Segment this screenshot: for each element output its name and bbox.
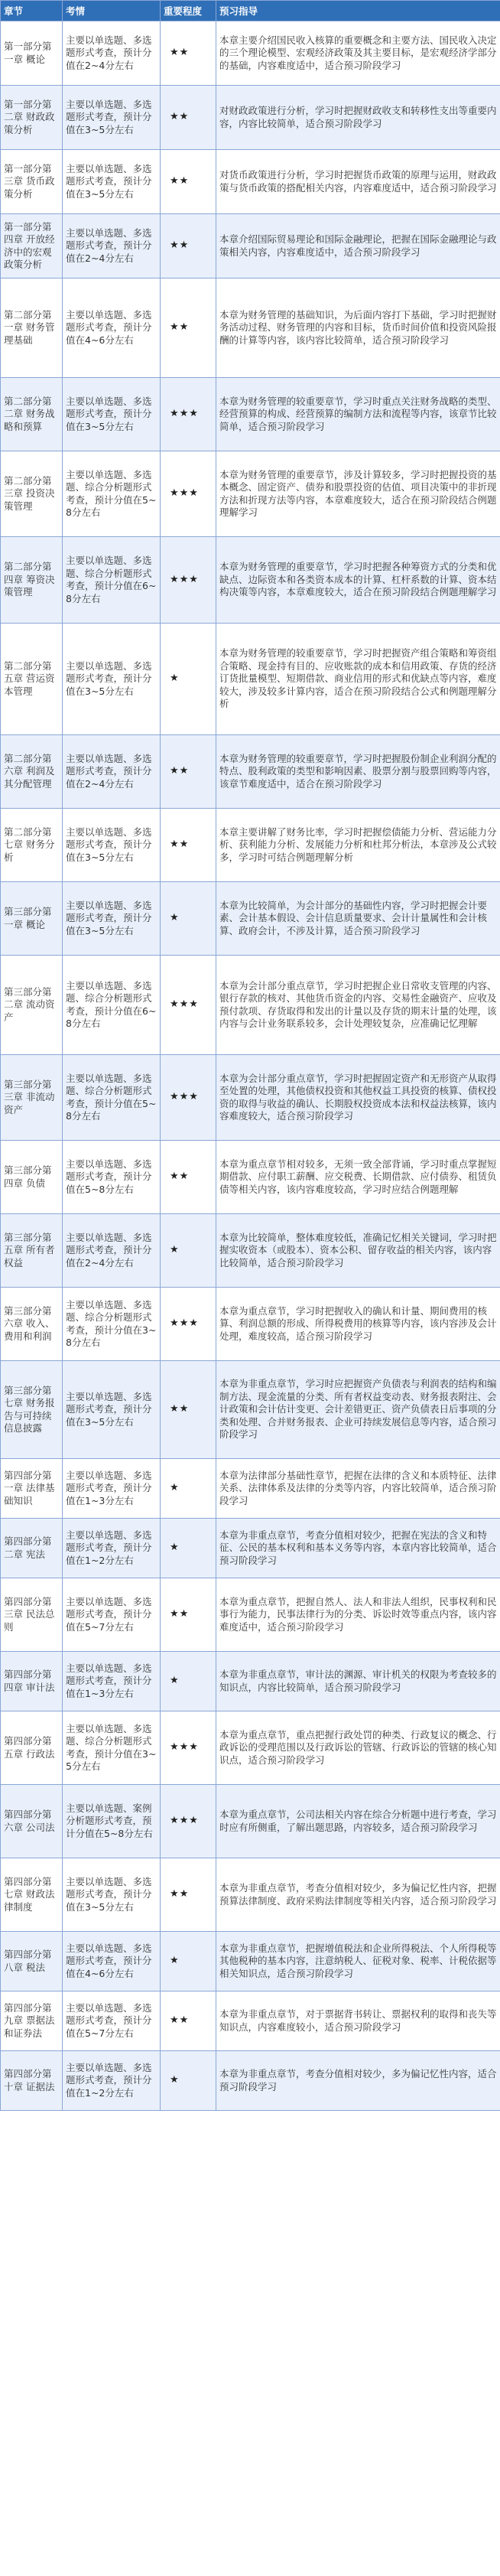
header-guide: 预习指导 [216,1,500,21]
chapter-cell: 第四部分第一章 法律基础知识 [1,1459,63,1519]
importance-stars: ★ [161,1459,216,1519]
table-row [1,1785,500,1858]
table-row [1,882,500,956]
importance-stars: ★★★ [161,1785,216,1858]
exam-cell: 主要以单选题、多选题形式考查，预计分值在5~8分左右 [63,1141,161,1214]
guide-cell: 本章为财务管理的较重要章节，学习时把握股份制企业利润分配的特点、股利政策的类型和影响因素、股票分割与股票回购等内容，该章节难度适中，适合在预习阶段学习 [216,735,500,809]
exam-cell: 主要以单选题、多选题形式考查，预计分值在3~5分左右 [63,150,161,214]
chapter-cell: 第二部分第六章 利润及其分配管理 [1,735,63,809]
importance-stars: ★★ [161,809,216,882]
guide-cell: 本章为会计部分重点章节，学习时把握固定资产和无形资产从取得至处置的处理，其他债权投资和其他权益工具投资的核算、债权投资的取得与收益的确认、长期股权投资成本法和权益法核算，该内容难度较大，适合预习阶段学习 [216,1055,500,1141]
table-row [1,21,500,86]
guide-cell: 本章为财务管理的重要章节，涉及计算较多，学习时把握投资的基本概念、固定资产、债券和股票投资的估值、项目决策中的非折现方法和折现方法等内容，本章难度较大，适合在预习阶段结合例题理解学习 [216,451,500,537]
importance-stars: ★ [161,1519,216,1578]
guide-cell: 本章为非重点章节，把握增值税法和企业所得税法、个人所得税等其他税种的基本内容，注意纳税人、征税对象、税率、计税依据等相关知识点，适合预习阶段学习 [216,1932,500,1991]
importance-stars: ★ [161,2051,216,2111]
table-row [1,1055,500,1141]
chapter-cell: 第二部分第七章 财务分析 [1,809,63,882]
exam-cell: 主要以单选题、多选题形式考查，预计分值在3~5分左右 [63,86,161,150]
table-body [1,21,500,2111]
header-chapter: 章节 [1,1,63,21]
table-row [1,624,500,735]
chapter-cell: 第四部分第六章 公司法 [1,1785,63,1858]
exam-cell: 主要以单选题、多选题形式考查，预计分值在3~5分左右 [63,1858,161,1932]
guide-cell: 本章为重点章节，重点把握行政处罚的种类、行政复议的概念、行政诉讼的受理范围以及行政诉讼的管辖、行政诉讼的管辖的核心知识点，适合预习阶段学习 [216,1711,500,1785]
chapter-cell: 第四部分第九章 票据法和证券法 [1,1991,63,2051]
guide-cell: 本章为财务管理的基础知识，为后面内容打下基础，学习时把握财务活动过程、财务管理的内容和目标，货币时间价值和投资风险报酬的计算等内容，该内容比较简单，适合预习阶段学习 [216,278,500,378]
chapter-cell: 第三部分第四章 负债 [1,1141,63,1214]
guide-cell: 本章为重点章节相对较多，无须一致全部背诵，学习时重点掌握短期借款、应付职工薪酬、应交税费、长期借款、应付债券、租赁负债等相关内容，该内容难度较高，学习时应结合例题理解 [216,1141,500,1214]
guide-cell: 对货币政策进行分析，学习时把握货币政策的原理与运用，财政政策与货币政策的搭配相关内容，内容难度适中，适合预习阶段学习 [216,150,500,214]
guide-cell: 本章为非重点章节，学习时应把握资产负债表与利润表的结构和编制方法、现金流量的分类、所有者权益变动表、财务报表附注、会计政策和会计估计变更、会计差错更正、资产负债表日后事项的分类和处理、合并财务报表、企业可持续发展信息等内容，适合预习阶段学习 [216,1361,500,1459]
guide-cell: 本章为非重点章节，考查分值相对较少，多为偏记忆性内容，适合预习阶段学习 [216,2051,500,2111]
guide-cell: 本章为财务管理的较重要章节，学习时把握资产组合策略和筹资组合策略、现金持有目的、应收账款的成本和信用政策、存货的经济订货批量模型、短期借款、商业信用的形式和优缺点等内容，难度较大，涉及较多计算内容，适合在预习阶段结合公式和例题理解分析 [216,624,500,735]
importance-stars: ★★ [161,735,216,809]
importance-stars: ★ [161,1932,216,1991]
importance-stars: ★ [161,624,216,735]
guide-cell: 本章主要介绍国民收入核算的重要概念和主要方法、国民收入决定的三个理论模型、宏观经济政策及其主要目标，是宏观经济学部分的基础，内容难度适中，适合预习阶段学习 [216,21,500,86]
chapter-cell: 第一部分第二章 财政政策分析 [1,86,63,150]
table-row [1,278,500,378]
exam-cell: 主要以单选题、多选题、综合分析题形式考查，预计分值在6~8分左右 [63,537,161,624]
chapter-cell: 第四部分第七章 财政法律制度 [1,1858,63,1932]
exam-cell: 主要以单选题、多选题形式考查，预计分值在4~6分左右 [63,278,161,378]
importance-stars: ★★ [161,21,216,86]
exam-cell: 主要以单选题、多选题形式考查，预计分值在3~5分左右 [63,882,161,956]
table-row [1,1141,500,1214]
exam-cell: 主要以单选题、多选题形式考查，预计分值在1~2分左右 [63,1519,161,1578]
importance-stars: ★★ [161,1991,216,2051]
header-importance: 重要程度 [161,1,216,21]
importance-stars: ★ [161,882,216,956]
importance-stars: ★★★ [161,956,216,1055]
table-row [1,1214,500,1288]
chapter-cell: 第三部分第三章 非流动资产 [1,1055,63,1141]
importance-stars: ★★★ [161,1711,216,1785]
importance-stars: ★ [161,1652,216,1711]
table-row [1,378,500,451]
table-row [1,735,500,809]
chapter-cell: 第三部分第二章 流动资产 [1,956,63,1055]
exam-cell: 主要以单选题、多选题形式考查，预计分值在2~4分左右 [63,21,161,86]
importance-stars: ★★★ [161,1055,216,1141]
importance-stars: ★★ [161,1141,216,1214]
importance-stars: ★★ [161,150,216,214]
guide-cell: 本章为比较简单，整体难度较低，准确记忆相关关键词，学习时把握实收资本（或股本）、资本公积、留存收益的相关内容，该内容比较简单，适合预习阶段学习 [216,1214,500,1288]
importance-stars: ★★ [161,86,216,150]
importance-stars: ★★ [161,1858,216,1932]
exam-cell: 主要以单选题、多选题、综合分析题形式考查，预计分值在5~8分左右 [63,451,161,537]
exam-cell: 主要以单选题、多选题形式考查，预计分值在1~3分左右 [63,1459,161,1519]
table-row [1,1459,500,1519]
table-row [1,1578,500,1652]
chapter-cell: 第一部分第一章 概论 [1,21,63,86]
guide-cell: 本章为财务管理的较重要章节，学习时重点关注财务战略的类型、经营预算的构成、经营预算的编制方法和流程等内容，该章节比较简单，适合预习阶段学习 [216,378,500,451]
exam-cell: 主要以单选题、多选题形式考查，预计分值在2~4分左右 [63,1214,161,1288]
exam-cell: 主要以单选题、多选题形式考查，预计分值在3~5分左右 [63,809,161,882]
exam-cell: 主要以单选题、多选题形式考查，预计分值在1~2分左右 [63,2051,161,2111]
chapter-cell: 第四部分第十章 证据法 [1,2051,63,2111]
importance-stars: ★ [161,1214,216,1288]
exam-cell: 主要以单选题、多选题、综合分析题形式考查，预计分值在6~8分左右 [63,956,161,1055]
guide-cell: 本章主要讲解了财务比率，学习时把握偿债能力分析、营运能力分析、获利能力分析、发展能力分析和杜邦分析法，本章涉及公式较多，学习时可结合例题理解分析 [216,809,500,882]
importance-stars: ★★ [161,1578,216,1652]
chapter-cell: 第四部分第五章 行政法 [1,1711,63,1785]
importance-stars: ★★ [161,1361,216,1459]
exam-cell: 主要以单选题、多选题、综合分析题形式考查，预计分值在3~5分左右 [63,1711,161,1785]
table-row [1,214,500,278]
importance-stars: ★★★ [161,451,216,537]
guide-cell: 本章为比较简单，为会计部分的基础性内容，学习时把握会计要素、会计基本假设、会计信息质量要求、会计计量属性和会计核算、政府会计，不涉及计算，适合预习阶段学习 [216,882,500,956]
exam-cell: 主要以单选题、多选题形式考查，预计分值在3~5分左右 [63,624,161,735]
guide-cell: 本章介绍国际贸易理论和国际金融理论，把握在国际金融理论与政策相关内容，内容难度适中，适合预习阶段学习 [216,214,500,278]
guide-cell: 本章为重点章节，把握自然人、法人和非法人组织，民事权利和民事行为能力，民事法律行为的分类、诉讼时效等重点内容，该内容难度适中，适合预习阶段学习 [216,1578,500,1652]
importance-stars: ★★ [161,214,216,278]
importance-stars: ★★★ [161,378,216,451]
exam-cell: 主要以单选题、案例分析题形式考查，预计分值在5~8分左右 [63,1785,161,1858]
table-row [1,451,500,537]
table-row [1,86,500,150]
chapter-cell: 第三部分第五章 所有者权益 [1,1214,63,1288]
table-row [1,956,500,1055]
table-row [1,1361,500,1459]
table-row [1,1519,500,1578]
guide-cell: 本章为财务管理的重要章节，学习时把握各种筹资方式的分类和优缺点、边际资本和各类资本成本的计算、杠杆系数的计算、资本结构决策等内容，本章难度较大，适合在预习阶段结合例题理解学习 [216,537,500,624]
exam-cell: 主要以单选题、多选题形式考查，预计分值在2~4分左右 [63,735,161,809]
guide-cell: 本章为重点章节，公司法相关内容在综合分析题中进行考查，学习时应有所侧重，了解出题思路，内容较多，适合预习阶段学习 [216,1785,500,1858]
chapter-cell: 第四部分第二章 宪法 [1,1519,63,1578]
importance-stars: ★★★ [161,1288,216,1361]
guide-cell: 本章为非重点章节，考查分值相对较少，多为偏记忆性内容，把握预算法律制度、政府采购法律制度等相关内容，适合预习阶段学习 [216,1858,500,1932]
chapter-cell: 第二部分第一章 财务管理基础 [1,278,63,378]
table-row [1,2051,500,2111]
chapter-cell: 第二部分第二章 财务战略和预算 [1,378,63,451]
guide-cell: 本章为法律部分基础性章节，把握在法律的含义和本质特征、法律关系、法律体系及法律的分类等内容，内容比较简单，适合预习阶段学习 [216,1459,500,1519]
exam-cell: 主要以单选题、多选题形式考查，预计分值在3~5分左右 [63,378,161,451]
chapter-cell: 第三部分第六章 收入、费用和利润 [1,1288,63,1361]
chapter-cell: 第四部分第三章 民法总则 [1,1578,63,1652]
chapter-cell: 第一部分第四章 开放经济中的宏观政策分析 [1,214,63,278]
exam-cell: 主要以单选题、多选题形式考查，预计分值在1~3分左右 [63,1652,161,1711]
table-row [1,1991,500,2051]
guide-cell: 本章为非重点章节，考查分值相对较少，把握在宪法的含义和特征、公民的基本权利和基本义务等内容，本章内容比较简单，适合预习阶段学习 [216,1519,500,1578]
header-exam: 考情 [63,1,161,21]
chapter-cell: 第三部分第七章 财务报告与可持续信息披露 [1,1361,63,1459]
exam-cell: 主要以单选题、多选题形式考查，预计分值在5~7分左右 [63,1991,161,2051]
table-row [1,1858,500,1932]
exam-cell: 主要以单选题、多选题形式考查，预计分值在3~5分左右 [63,1361,161,1459]
chapter-cell: 第三部分第一章 概论 [1,882,63,956]
chapter-cell: 第四部分第四章 审计法 [1,1652,63,1711]
guide-cell: 对财政政策进行分析，学习时把握财政收支和转移性支出等重要内容，内容比较简单，适合预习阶段学习 [216,86,500,150]
guide-cell: 本章为重点章节，学习时把握收入的确认和计量、期间费用的核算、利润总额的形成、所得税费用的核算等内容，该内容涉及会计处理，难度较高，适合预习阶段学习 [216,1288,500,1361]
table-row [1,1932,500,1991]
table-row [1,1652,500,1711]
chapter-cell: 第二部分第五章 营运资本管理 [1,624,63,735]
table-row [1,1288,500,1361]
table-row [1,150,500,214]
chapter-cell: 第二部分第三章 投资决策管理 [1,451,63,537]
exam-cell: 主要以单选题、多选题形式考查，预计分值在5~7分左右 [63,1578,161,1652]
exam-cell: 主要以单选题、多选题形式考查，预计分值在2~4分左右 [63,214,161,278]
importance-stars: ★★ [161,278,216,378]
importance-stars: ★★★ [161,537,216,624]
table-row [1,809,500,882]
chapter-cell: 第一部分第三章 货币政策分析 [1,150,63,214]
exam-cell: 主要以单选题、多选题、综合分析题形式考查，预计分值在5~8分左右 [63,1055,161,1141]
exam-cell: 主要以单选题、多选题、综合分析题形式考查，预计分值在3~8分左右 [63,1288,161,1361]
header-row [1,1,500,21]
exam-cell: 主要以单选题、多选题形式考查，预计分值在4~6分左右 [63,1932,161,1991]
guide-cell: 本章为会计部分重点章节，学习时把握企业日常收支管理的内容、银行存款的核对、其他货币资金的内容、交易性金融资产、应收及预付款项、存货取得和发出的计量以及存货的期末计量的处理，该内容与会计业务联系较多，会计处理较复杂，应准确记忆理解 [216,956,500,1055]
guide-cell: 本章为非重点章节，审计法的渊源、审计机关的权限为考查较多的知识点，内容比较简单，适合预习阶段学习 [216,1652,500,1711]
table-row [1,1711,500,1785]
table-row [1,537,500,624]
chapter-cell: 第四部分第八章 税法 [1,1932,63,1991]
guide-cell: 本章为非重点章节，对于票据背书转让、票据权利的取得和丧失等知识点，内容难度较小，适合预习阶段学习 [216,1991,500,2051]
chapter-cell: 第二部分第四章 筹资决策管理 [1,537,63,624]
